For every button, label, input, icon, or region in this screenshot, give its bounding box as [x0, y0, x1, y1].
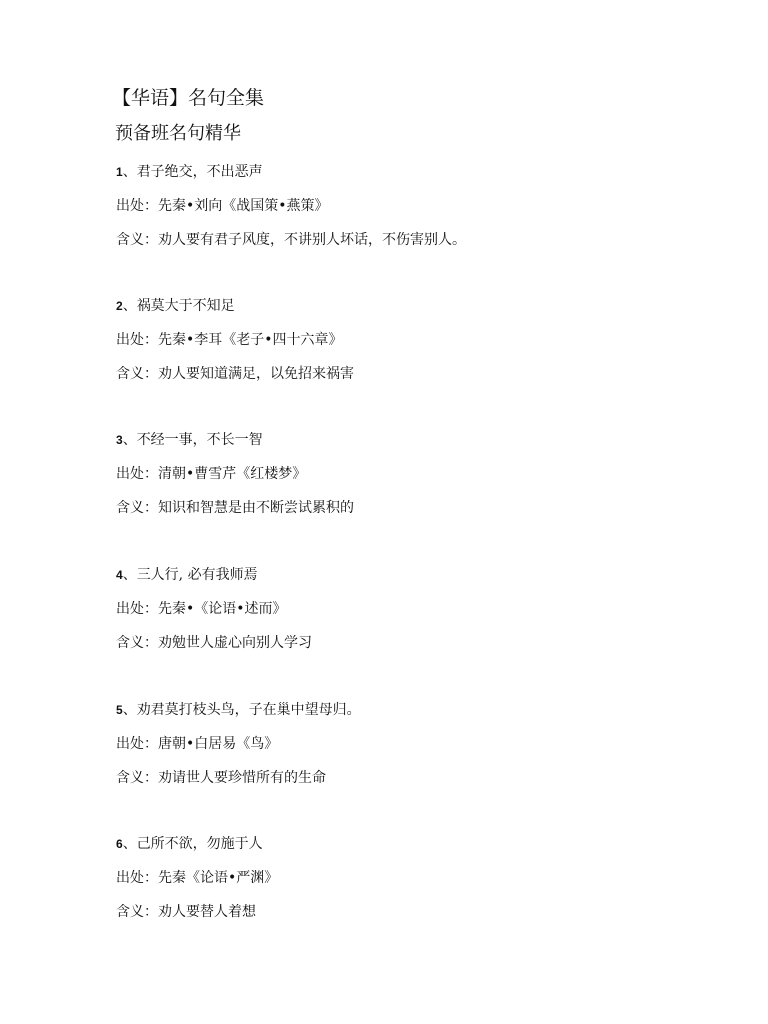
meaning-label: 含义： [116, 770, 158, 786]
quote-line [116, 429, 716, 463]
entry-number: 2 [116, 299, 123, 313]
source-text: 先秦•《论语•述而》 [158, 601, 287, 617]
document-subtitle: 预备班名句精华 [115, 123, 241, 144]
source-line [116, 463, 716, 497]
entry-number: 3 [116, 433, 123, 447]
meaning-text: 劝人要替人着想 [158, 904, 256, 920]
quote-entry [116, 699, 716, 801]
number-separator: 、 [122, 836, 137, 852]
quote-line [116, 161, 716, 195]
meaning-line [116, 632, 716, 666]
meaning-text: 劝人要知道满足，以免招来祸害 [158, 366, 354, 382]
meaning-text: 劝人要有君子风度，不讲别人坏话，不伤害别人。 [158, 232, 466, 248]
quote-text: 君子绝交，不出恶声 [136, 164, 263, 180]
quote-entry [116, 295, 716, 397]
meaning-text: 劝勉世人虚心向别人学习 [158, 635, 312, 651]
number-separator: 、 [122, 298, 137, 314]
source-label: 出处： [116, 870, 158, 886]
quote-line [116, 564, 716, 598]
entry-number: 1 [116, 165, 123, 179]
quote-text: 祸莫大于不知足 [136, 298, 235, 314]
source-text: 先秦•刘向《战国策•燕策》 [158, 198, 329, 214]
source-label: 出处： [116, 736, 158, 752]
quote-entry [116, 429, 716, 531]
meaning-text: 知识和智慧是由不断尝试累积的 [158, 500, 354, 516]
source-text: 先秦《论语•严渊》 [158, 870, 279, 886]
source-line [116, 195, 716, 229]
meaning-line [116, 229, 716, 263]
meaning-label: 含义： [116, 500, 158, 516]
source-line [116, 598, 716, 632]
source-text: 清朝•曹雪芹《红楼梦》 [158, 466, 307, 482]
quote-entry [116, 161, 716, 263]
entry-number: 4 [116, 568, 123, 582]
meaning-text: 劝请世人要珍惜所有的生命 [158, 770, 326, 786]
source-label: 出处： [116, 601, 158, 617]
source-text: 先秦•李耳《老子•四十六章》 [158, 332, 343, 348]
entry-number: 5 [116, 703, 123, 717]
quote-text: 不经一事，不长一智 [136, 432, 263, 448]
number-separator: 、 [122, 164, 137, 180]
meaning-line [116, 363, 716, 397]
quote-text: 三人行, 必有我师焉 [136, 567, 258, 583]
quote-text: 劝君莫打枝头鸟，子在巢中望母归。 [136, 702, 361, 718]
quote-line [116, 833, 716, 867]
source-label: 出处： [116, 466, 158, 482]
number-separator: 、 [122, 567, 137, 583]
quote-text: 己所不欲，勿施于人 [136, 836, 263, 852]
source-text: 唐朝•白居易《鸟》 [158, 736, 279, 752]
source-line [116, 329, 716, 363]
quote-entry [116, 833, 716, 935]
source-line [116, 733, 716, 767]
meaning-label: 含义： [116, 232, 158, 248]
number-separator: 、 [122, 432, 137, 448]
document-title: 【华语】名句全集 [112, 87, 265, 109]
meaning-line [116, 901, 716, 935]
source-label: 出处： [116, 198, 158, 214]
meaning-label: 含义： [116, 635, 158, 651]
quote-line [116, 295, 716, 329]
entry-number: 6 [116, 837, 123, 851]
number-separator: 、 [122, 702, 137, 718]
quote-line [116, 699, 716, 733]
meaning-label: 含义： [116, 904, 158, 920]
meaning-line [116, 497, 716, 531]
meaning-label: 含义： [116, 366, 158, 382]
source-label: 出处： [116, 332, 158, 348]
quote-entry [116, 564, 716, 666]
meaning-line [116, 767, 716, 801]
source-line [116, 867, 716, 901]
